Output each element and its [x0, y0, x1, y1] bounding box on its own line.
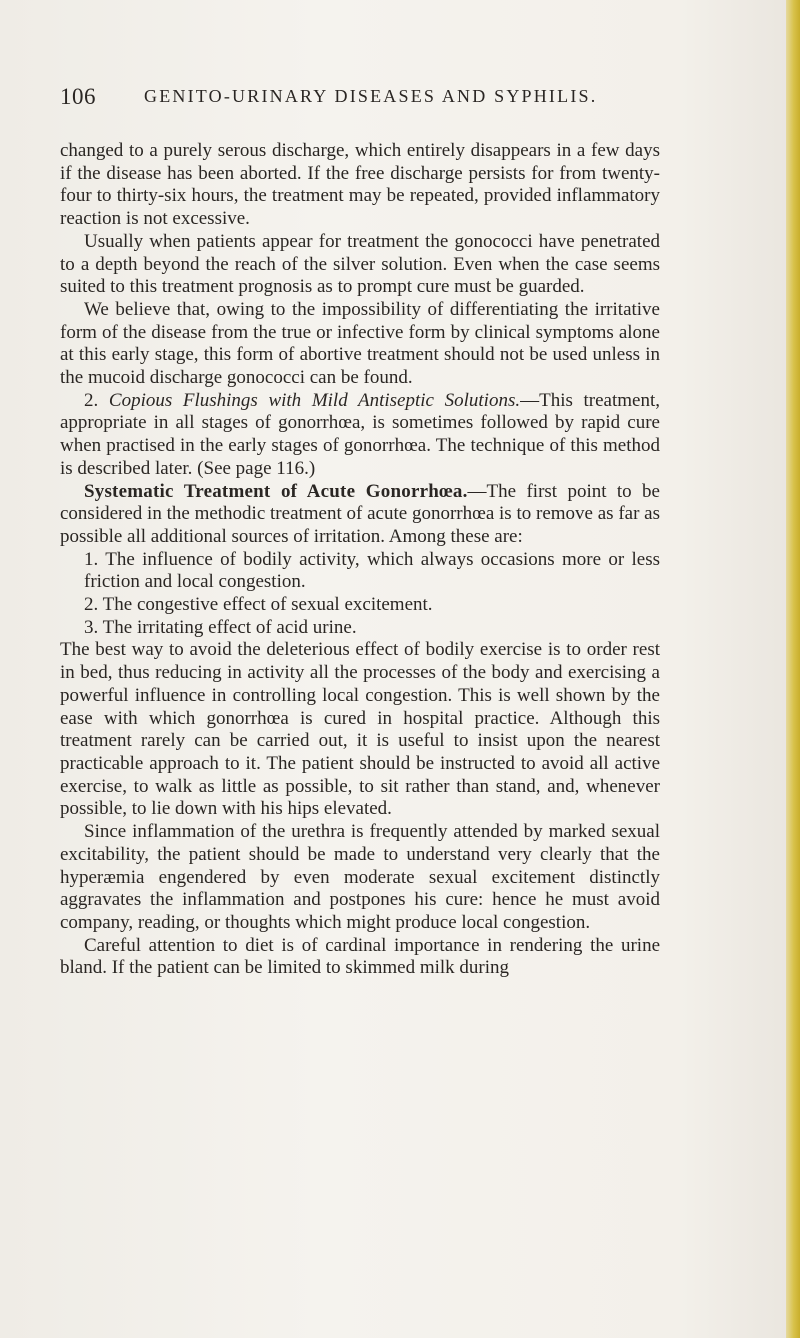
section-number: 2. [84, 389, 99, 411]
section-text: —The first point to be considered in the methodic treatment of acute gonorrhœa is to remove as far as possible all additional sources of irritation. Among these are: [60, 480, 660, 547]
page-edge [786, 0, 800, 1338]
paragraph-8: Careful attention to diet is of cardinal importance in rendering the urine bland. If the patient can be limited to skimmed milk during [60, 934, 660, 979]
running-head: GENITO-URINARY DISEASES AND SYPHILIS. [144, 86, 598, 106]
paragraph-5 [60, 481, 660, 549]
paragraph-3: We believe that, owing to the impossibility of differentiating the irritative form of the disease from the true or infective form by clinical symptoms alone at this early stage, this form of abortive treatment should not be used unless in the mucoid discharge gonococci can be found. [60, 298, 660, 389]
paragraph-4 [60, 390, 660, 481]
page-header [60, 84, 660, 114]
list-item: 2. The congestive effect of sexual excitement. [84, 594, 433, 616]
section-heading: Systematic Treatment of Acute Gonorrhœa. [84, 480, 468, 502]
body-text [60, 140, 660, 980]
section-title: Copious Flushings with Mild Antiseptic Solutions. [108, 389, 521, 411]
list-item: 1. The influence of bodily activity, which always occasions more or less friction and local congestion. [84, 548, 660, 593]
paragraph-7: Since inflammation of the urethra is frequently attended by marked sexual excitability, the patient should be made to understand very clearly that the hyperæmia engendered by even moderate sexual excitement distinctly aggravates the inflammation and postpones his cure: hence he must avoid company, reading, or thoughts which might produce local congestion. [60, 821, 660, 933]
page-number: 106 [60, 84, 96, 109]
paragraph-6: The best way to avoid the deleterious effect of bodily exercise is to order rest in bed, thus reducing in activity all the processes of the body and exercising a powerful influence in controlling local congestion. This is well shown by the ease with which gonorrhœa is cured in hospital practice. Although this treatment rarely can be carried out, it is useful to insist upon the nearest practicable approach to it. The patient should be instructed to avoid all active exercise, to walk as little as possible, to sit rather than stand, and, whenever possible, to lie down with his hips elevated. [60, 639, 660, 820]
section-text: —This treatment, appropriate in all stages of gonorrhœa, is sometimes followed by rapid cure when practised in the early stages of gonorrhœa. The technique of this method is described later. (See page 116.) [60, 389, 660, 479]
paragraph-2: Usually when patients appear for treatment the gonococci have penetrated to a depth beyond the reach of the silver solution. Even when the case seems suited to this treatment prognosis as to prompt cure must be guarded. [60, 230, 660, 298]
paragraph-1: changed to a purely serous discharge, which entirely disappears in a few days if the disease has been aborted. If the free discharge persists for from twenty-four to thirty-six hours, the treatment may be repeated, provided inflammatory reaction is not excessive. [60, 140, 660, 230]
list-item: 3. The irritating effect of acid urine. [84, 616, 357, 638]
